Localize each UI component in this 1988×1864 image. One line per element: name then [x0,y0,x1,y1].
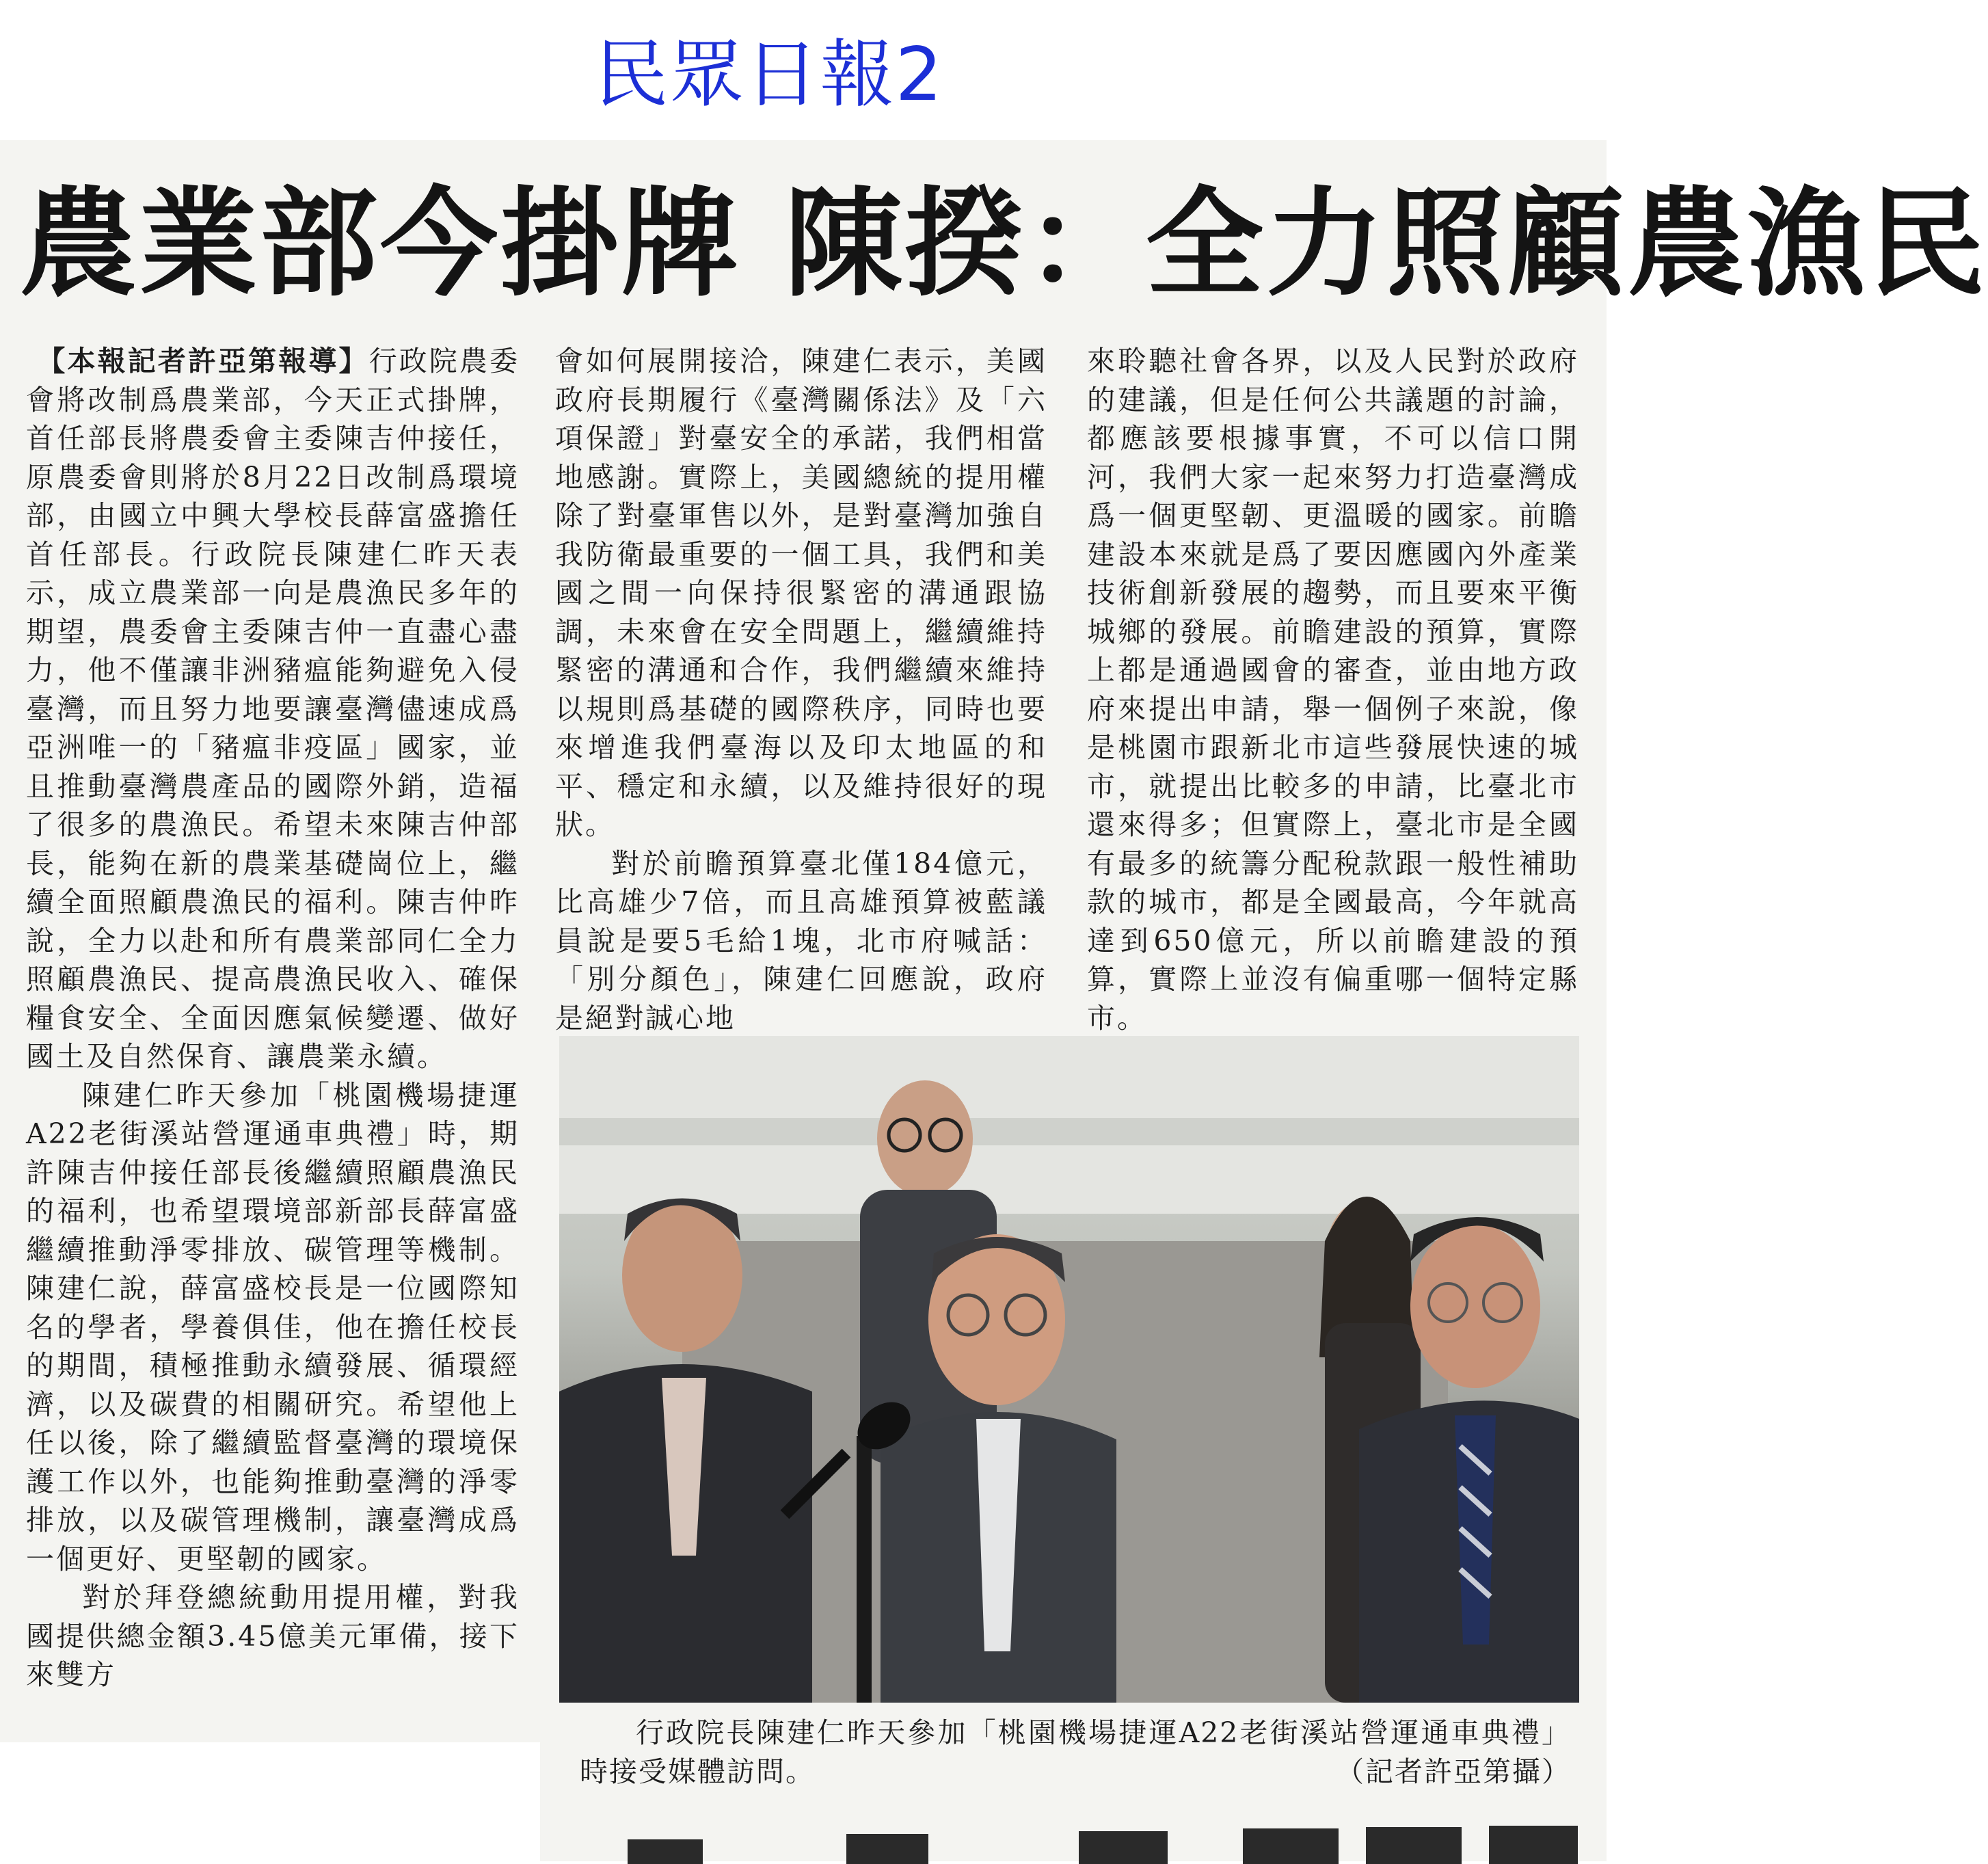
article-paragraph-4-start: 對於前瞻預算臺北僅184億元，比高雄少7倍，而且高雄預算被藍議員說是要5毛給1塊，北市府喊話：「別分顏色」，陳建仁回應說，政府是絕對誠心地 [555,847,1047,1035]
cropped-headline-fragment [559,1819,1585,1861]
article-paragraph-4-end: 來聆聽社會各界，以及人民對於政府的建議，但是任何公共議題的討論，都應該要根據事實，不可以信口開河，我們大家一起來努力打造臺灣成爲一個更堅韌、更溫暖的國家。前瞻建設本來就是爲了要因應國內外產業技術創新發展的趨勢，而且要來平衡城鄉的發展。前瞻建設的預算，實際上都是通過國會的審查，並由地方政府來提出申請，舉一個例子來說，像是桃園市跟新北市這些發展快速的城市，就提出比較多的申請，比臺北市還來得多；但實際上，臺北市是全國有最多的統籌分配稅款跟一般性補助款的城市，都是全國最高，今年就高達到650億元，所以前瞻建設的預算，實際上並沒有偏重哪一個特定縣市。 [1087,345,1579,1035]
blank-corner [0,1742,540,1861]
article-paragraph-2: 陳建仁昨天參加「桃園機場捷運A22老街溪站營運通車典禮」時，期許陳吉仲接任部長後繼續照顧農漁民的福利，也希望環境部新部長薛富盛繼續推動淨零排放、碳管理等機制。陳建仁說，薛富盛校長是一位國際知名的學者，學養俱佳，他在擔任校長的期間，積極推動永續發展、循環經濟，以及碳費的相關研究。希望他上任以後，除了繼續監督臺灣的環境保護工作以外，也能夠推動臺灣的淨零排放，以及碳管理機制，讓臺灣成爲一個更好、更堅韌的國家。 [26,1078,520,1575]
article-paragraph-1 [26,342,520,1076]
article-column-3 [1087,342,1579,1037]
source-label: 民眾日報2 [594,32,944,118]
photo-caption [580,1714,1571,1792]
news-photo [559,1036,1579,1703]
article-paragraph-3-end: 會如何展開接洽，陳建仁表示，美國政府長期履行《臺灣關係法》及「六項保證」對臺安全的承諾，我們相當地感謝。實際上，美國總統的提用權除了對臺軍售以外，是對臺灣加強自我防衛最重要的一個工具，我們和美國之間一向保持很緊密的溝通跟協調，未來會在安全問題上，繼續維持緊密的溝通和合作，我們繼續來維持以規則爲基礎的國際秩序，同時也要來增進我們臺海以及印太地區的和平、穩定和永續，以及維持很好的現狀。 [555,345,1047,841]
paragraph-1-text: 行政院農委會將改制爲農業部，今天正式掛牌，首任部長將農委會主委陳吉仲接任，原農委會則將於8月22日改制爲環境部，由國立中興大學校長薛富盛擔任首任部長。行政院長陳建仁昨天表示，成立農業部一向是農漁民多年的期望，農委會主委陳吉仲一直盡心盡力，他不僅讓非洲豬瘟能夠避免入侵臺灣，而且努力地要讓臺灣儘速成爲亞洲唯一的「豬瘟非疫區」國家，並且推動臺灣農產品的國際外銷，造福了很多的農漁民。希望未來陳吉仲部長，能夠在新的農業基礎崗位上，繼續全面照顧農漁民的福利。陳吉仲昨說，全力以赴和所有農業部同仁全力照顧農漁民、提高農漁民收入、確保糧食安全、全面因應氣候變遷、做好國土及自然保育、讓農業永續。 [26,345,520,1073]
article-column-1 [26,342,520,1694]
cropped-next-article [559,1819,1585,1861]
article-paragraph-3-start: 對於拜登總統動用提用權，對我國提供總金額3.45億美元軍備，接下來雙方 [26,1581,520,1691]
press-event-illustration [559,1036,1579,1703]
article-column-2 [555,342,1047,1037]
byline: 【本報記者許亞第報導】 [37,345,369,377]
headline: 農業部今掛牌 陳揆：全力照顧農漁民 [19,175,1988,312]
photo-credit: （記者許亞第攝） [1336,1755,1571,1788]
caption-text: 行政院長陳建仁昨天參加「桃園機場捷運A22老街溪站營運通車典禮」時接受媒體訪問。 [580,1716,1571,1788]
